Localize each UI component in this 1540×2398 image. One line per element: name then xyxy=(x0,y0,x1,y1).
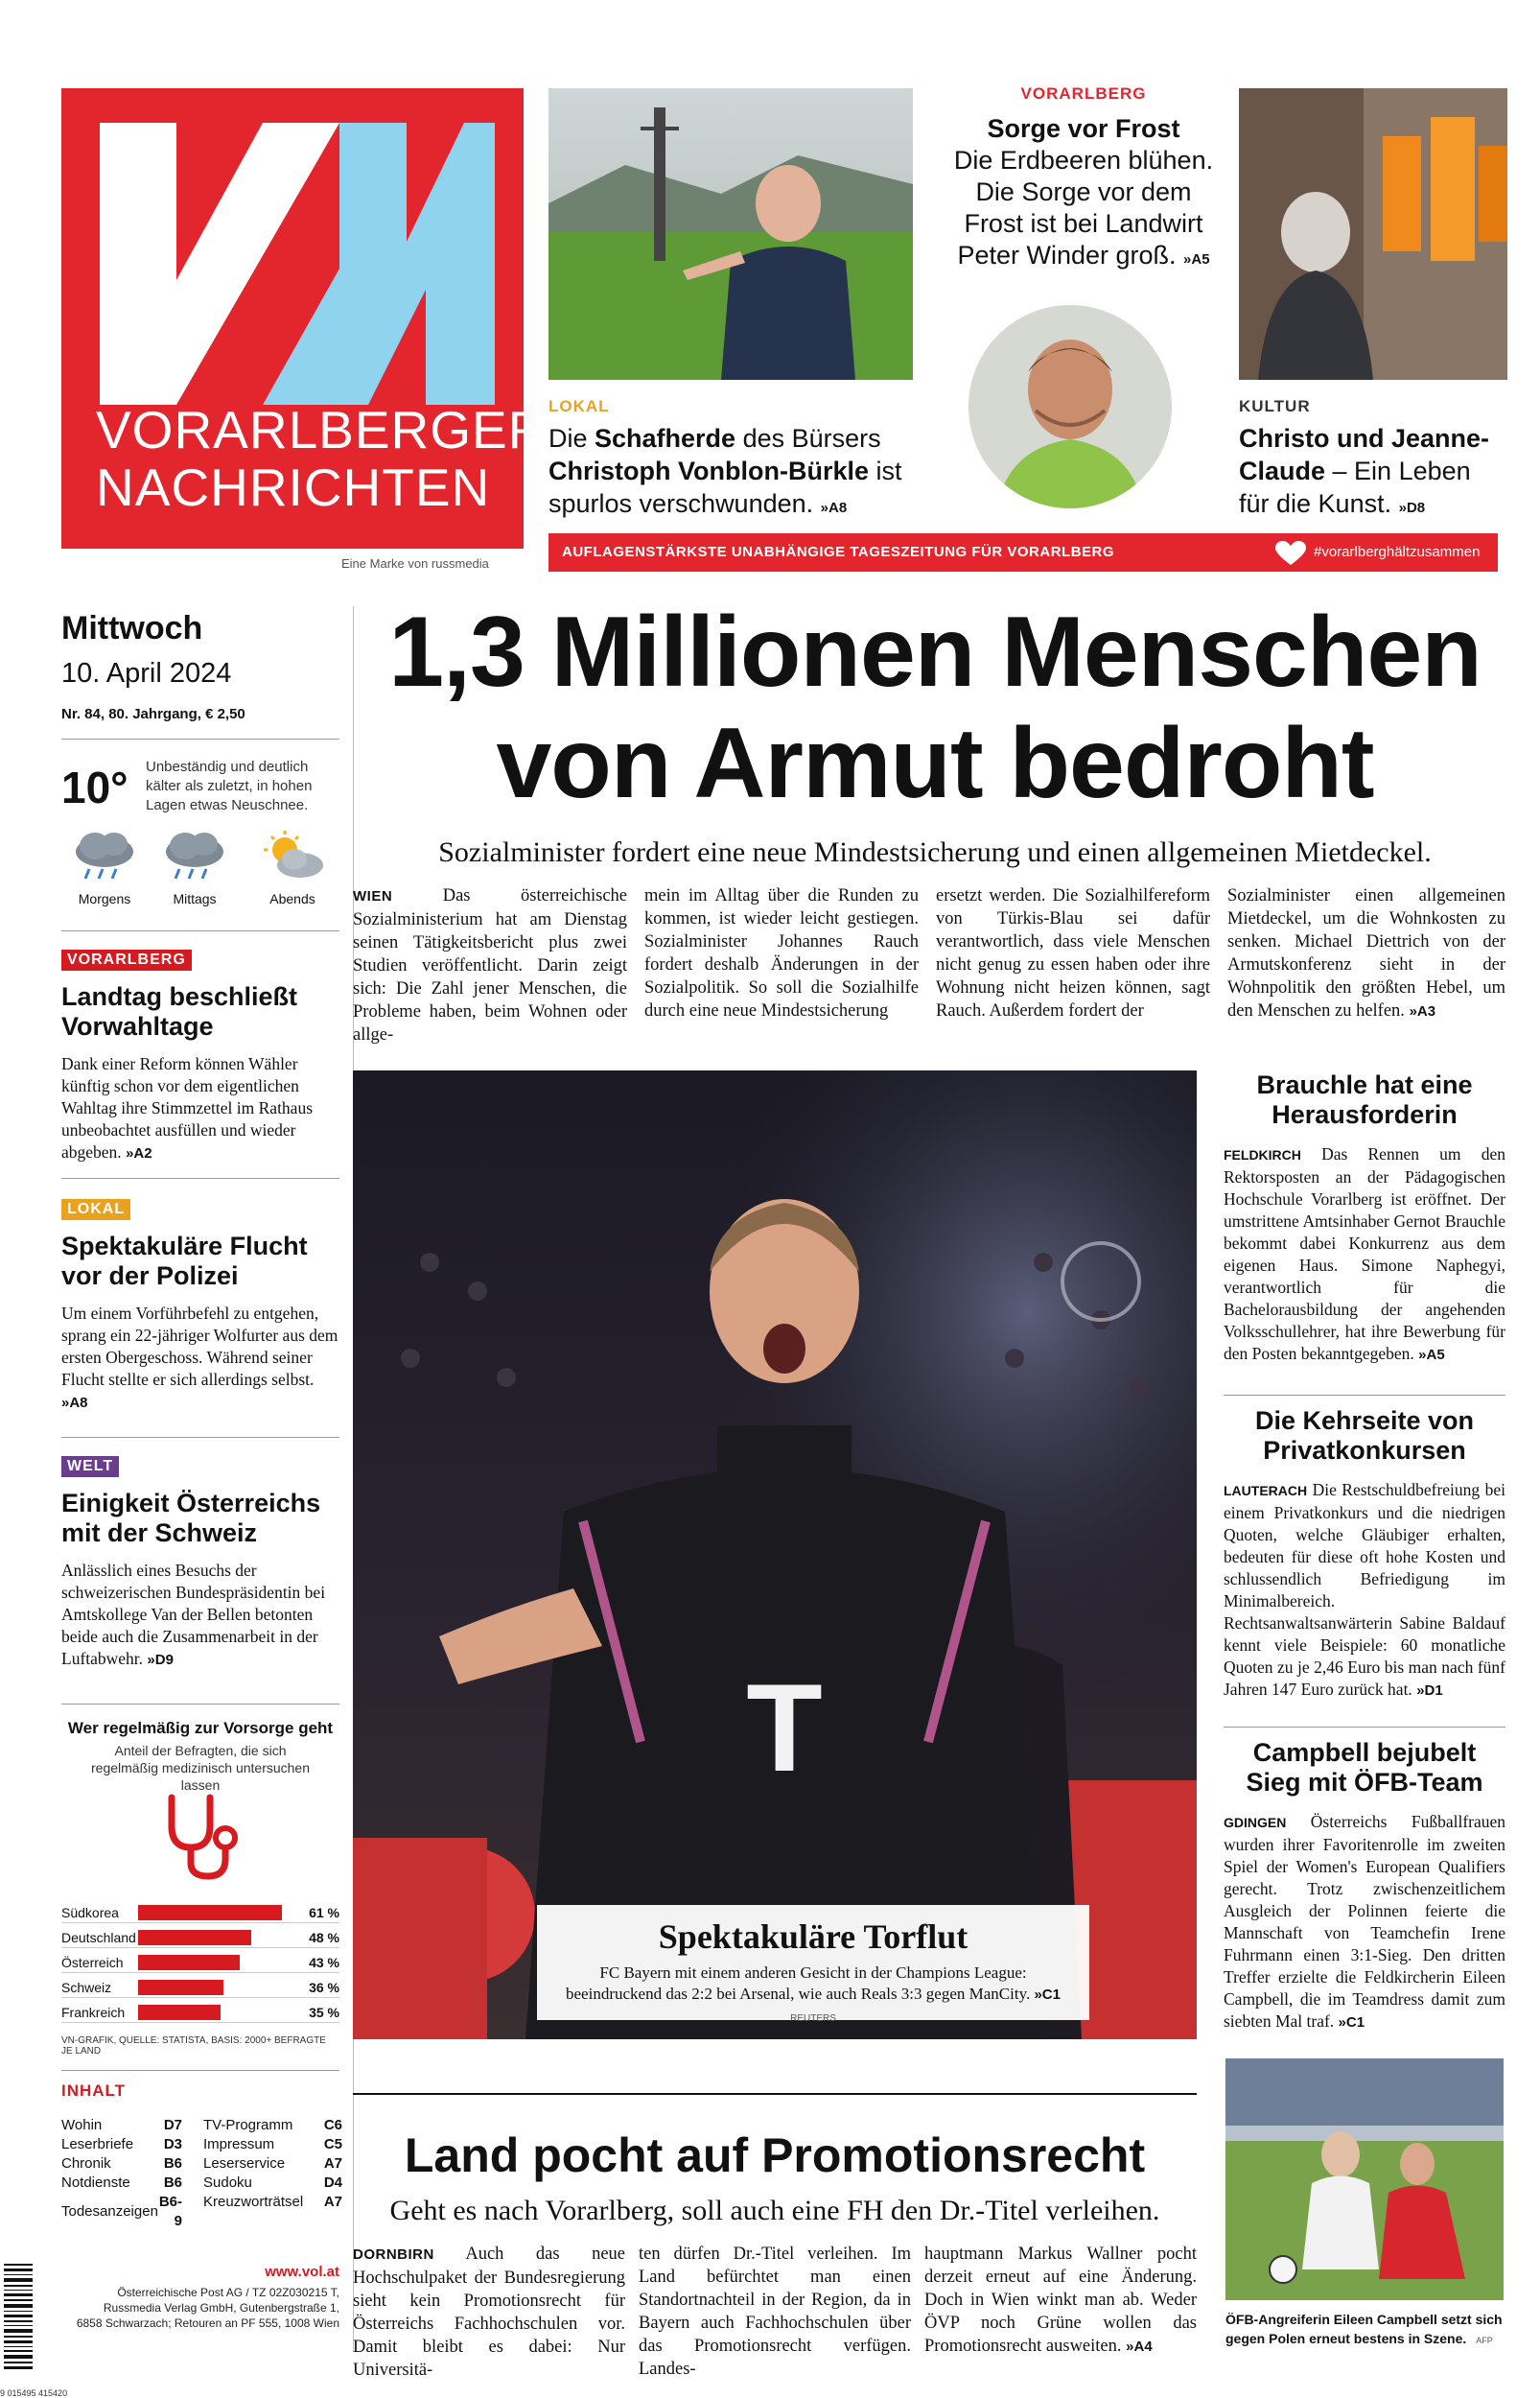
sidebar-body-2: Um einem Vorführbefehl zu entgehen, sprang ein 22-jähriger Wolfurter aus dem ersten Obergeschoss. Während seiner Flucht stellte er sich allerdings selbst. xyxy=(61,1304,338,1389)
teaser-lokal-text[interactable] xyxy=(548,422,922,525)
contents-item[interactable] xyxy=(61,2154,196,2174)
lead-col1-text: Das österreichische Sozialministerium hat am Dienstag seinen Tätigkeitsbericht plus zwei Studien veröffentlicht. Darin zeigt sich: Die Zahl jener Menschen, die Probleme haben, beim Wohnen oder allge- xyxy=(353,886,628,1045)
tagline-text: AUFLAGENSTÄRKSTE UNABHÄNGIGE TAGESZEITUNG FÜR VORARLBERG xyxy=(562,544,1115,560)
weather-text: Unbeständig und deutlich kälter als zuletzt, in hohen Lagen etwas Neuschnee. xyxy=(146,759,313,813)
sidebar-story-1[interactable] xyxy=(61,950,339,1164)
teaser-kultur-body: – Ein Leben für die Kunst. xyxy=(1239,457,1471,518)
bottom-col3-text: hauptmann Markus Wallner pocht derzeit erneut auf eine Änderung. Doch in Wien winkt man ab. Weder ÖVP noch Grüne wollen das Promotionsrecht ausweiten. xyxy=(924,2245,1197,2356)
contents-label: Leserservice xyxy=(203,2155,286,2172)
weather-temp: 10° xyxy=(61,763,128,812)
right-dateline-3: GDINGEN xyxy=(1224,1815,1287,1830)
right-photo-caption-text: ÖFB-Angreiferin Eileen Campbell setzt sich gegen Polen erneut bestens in Szene. xyxy=(1225,2312,1503,2346)
teaser-vorarlberg-ref[interactable]: »A5 xyxy=(1183,251,1210,268)
teaser-lokal-bold1: Schafherde xyxy=(595,424,736,453)
chart-value-label: 36 % xyxy=(309,1980,339,1995)
footer-line1: Österreichische Post AG / TZ 02Z030215 T, xyxy=(117,2286,339,2299)
contents-item[interactable] xyxy=(203,2135,342,2154)
contents-left xyxy=(61,2116,196,2231)
bottom-rule xyxy=(353,2093,1197,2095)
sidebar-body-1: Dank einer Reform können Wähler künftig schon vor dem eigentlichen Wahltag ihre Stimmzettel im Rathaus unbeobachtet ausfüllen und wieder abgeben. xyxy=(61,1054,314,1162)
bottom-col-1 xyxy=(353,2243,625,2382)
footer-imprint xyxy=(61,2285,339,2331)
teaser-lokal-pre: Die xyxy=(548,424,595,453)
rain-cloud-icon xyxy=(160,829,229,882)
contents-item[interactable] xyxy=(203,2154,342,2174)
contents-page: A7 xyxy=(323,2155,342,2172)
teaser-kultur-ref[interactable]: »D8 xyxy=(1398,500,1426,516)
farmer-portrait-photo xyxy=(968,305,1172,508)
vn-logo-icon xyxy=(61,88,524,414)
sidebar-tag-lokal: LOKAL xyxy=(61,1199,130,1220)
masthead-name-line2: NACHRICHTEN xyxy=(96,458,491,517)
chart-value-label: 43 % xyxy=(309,1955,339,1970)
barcode xyxy=(0,2260,40,2375)
right-ref-2[interactable]: »D1 xyxy=(1416,1682,1443,1699)
chart-row xyxy=(61,1930,339,1948)
football-photo xyxy=(353,1070,1197,2039)
footer-line3: 6858 Schwarzach; Retouren an PF 555, 1008 Wien xyxy=(76,2316,339,2330)
weather-morning xyxy=(61,829,148,906)
sidebar-text-1 xyxy=(61,1053,339,1164)
contents-item[interactable] xyxy=(61,2193,196,2231)
lead-subheadline: Sozialminister fordert eine neue Mindestsicherung und einen allgemeinen Mietdeckel. xyxy=(438,836,1432,868)
right-headline-3: Campbell bejubelt Sieg mit ÖFB-Team xyxy=(1246,1738,1483,1797)
teaser-lokal-kicker: LOKAL xyxy=(548,397,610,415)
contents-item[interactable] xyxy=(61,2135,196,2154)
teaser-lokal-ref[interactable]: »A8 xyxy=(820,500,848,516)
right-body-3: Österreichs Fußballfrauen wurden ihrer Favoritenrolle im zweiten Spiel der Women's European Qualifiers gerecht. Trotz zwischenzeitlichem Ausgleich der Polinnen feierte die Mannschaft von Teamchefin Irene Fuhrmann einen 3:1-Sieg. Den dritten Treffer erzielte die Feldkircherin Eileen Campbell, die im Teamdress damit zum siebten Mal traf. xyxy=(1224,1812,1506,2031)
contents-item[interactable] xyxy=(61,2174,196,2193)
contents-page: C5 xyxy=(323,2136,342,2152)
right-dateline-2: LAUTERACH xyxy=(1224,1483,1308,1498)
weather-evening xyxy=(249,829,336,906)
right-story-2[interactable] xyxy=(1224,1406,1505,1702)
dateline-date: 10. April 2024 xyxy=(61,658,232,689)
chart-category-label: Frankreich xyxy=(61,2005,126,2020)
contents-label: Notdienste xyxy=(61,2175,130,2191)
right-story-1[interactable] xyxy=(1224,1070,1505,1366)
contents-title: INHALT xyxy=(61,2081,127,2100)
right-text-2 xyxy=(1224,1479,1505,1702)
chart-row xyxy=(61,2005,339,2023)
right-ref-3[interactable]: »C1 xyxy=(1338,2014,1365,2031)
bottom-ref[interactable]: »A4 xyxy=(1126,2339,1153,2355)
bottom-dateline: DORNBIRN xyxy=(353,2246,434,2263)
lead-dateline: WIEN xyxy=(353,888,393,905)
weather-noon xyxy=(152,829,238,906)
rain-cloud-icon xyxy=(70,829,139,882)
photo-story-ref[interactable]: »C1 xyxy=(1034,1987,1061,2003)
sun-cloud-icon xyxy=(258,829,327,882)
contents-page: B6 xyxy=(163,2155,182,2172)
womens-football-photo xyxy=(1225,2058,1504,2300)
divider xyxy=(61,739,339,740)
bottom-headline[interactable]: Land pocht auf Promotionsrecht xyxy=(404,2128,1146,2182)
right-headline-2: Die Kehrseite von Privatkonkursen xyxy=(1254,1406,1475,1465)
teaser-lokal-bold2: Christoph Vonblon-Bürkle xyxy=(548,457,869,485)
contents-item[interactable] xyxy=(203,2174,342,2193)
right-dateline-1: FELDKIRCH xyxy=(1224,1147,1301,1163)
sidebar-story-3[interactable] xyxy=(61,1456,339,1671)
divider xyxy=(1224,1727,1505,1728)
right-body-1: Das Rennen um den Rektorsposten an der Pädagogischen Hochschule Vorarlberg ist eröffnet. Der umstrittene Amtsinhaber Gernot Brauchle bekommt dabei Konkurrenz aus dem eigenen Haus. Simone Naphegyi, verantwortlich für die Bachelorausbildung der angehenden Volksschullehrer, hat ihre Bewerbung für den Posten bekanntgegeben. xyxy=(1224,1144,1505,1363)
contents-item[interactable] xyxy=(203,2116,342,2135)
footer-web[interactable]: www.vol.at xyxy=(265,2264,339,2280)
lead-col-3 xyxy=(936,884,1210,1023)
weather-label-noon: Mittags xyxy=(173,891,217,906)
dateline-issue: Nr. 84, 80. Jahrgang, € 2,50 xyxy=(61,706,245,722)
teaser-lokal-post: ist spurlos verschwunden. xyxy=(548,457,902,518)
chart-row xyxy=(61,1905,339,1923)
stethoscope-icon xyxy=(152,1788,248,1884)
contents-label: TV-Programm xyxy=(203,2117,293,2133)
lead-col-4 xyxy=(1227,884,1505,1023)
lead-ref[interactable]: »A3 xyxy=(1409,1003,1436,1020)
chart-category-label: Österreich xyxy=(61,1955,124,1970)
contents-label: Leserbriefe xyxy=(61,2136,134,2152)
photo-credit: REUTERS xyxy=(790,2013,836,2024)
brand-note: Eine Marke von russmedia xyxy=(341,556,489,571)
right-text-1 xyxy=(1224,1143,1505,1366)
contents-page: B6-9 xyxy=(158,2194,182,2229)
teaser-kultur-kicker: KULTUR xyxy=(1239,397,1311,415)
contents-label: Sudoku xyxy=(203,2175,252,2191)
sidebar-headline-2: Spektakuläre Flucht vor der Polizei xyxy=(61,1232,308,1290)
contents-item[interactable] xyxy=(203,2193,342,2212)
chart-bars xyxy=(61,1905,339,2020)
contents-page: A7 xyxy=(323,2194,342,2210)
contents-label: Wohin xyxy=(61,2117,103,2133)
sidebar-body-3: Anlässlich eines Besuchs der schweizerischen Bundespräsidentin bei Amtskollege Van der Bellen betonten beide auch die Zusammenarbeit in der Luftabwehr. xyxy=(61,1561,326,1668)
weather-label-evening: Abends xyxy=(269,891,315,906)
chart-bar xyxy=(138,2005,221,2020)
divider xyxy=(61,2070,339,2071)
chart-source: VN-GRAFIK, QUELLE: STATISTA, BASIS: 2000+ BEFRAGTE JE LAND xyxy=(61,2035,326,2057)
sidebar-ref-3[interactable]: »D9 xyxy=(147,1652,174,1668)
chart-title: Wer regelmäßig zur Vorsorge geht xyxy=(67,1719,334,1737)
lead-col-2 xyxy=(644,884,919,1023)
right-story-3[interactable] xyxy=(1224,1738,1505,2034)
lead-headline-line1[interactable]: 1,3 Millionen Menschen xyxy=(388,597,1482,708)
lead-col4-text: Sozialminister einen allgemeinen Mietdeckel, um die Wohnkosten zu senken. Michael Diettrich von der Armutskonferenz sieht in der Wohnpolitik den größten Hebel, um den Menschen zu helfen. xyxy=(1227,886,1505,1021)
chart-bar xyxy=(138,1955,240,1970)
photo-story-headline: Spektakuläre Torflut xyxy=(658,1917,968,1956)
bottom-col2-text: ten dürfen Dr.-Titel verleihen. Im Land befürchtet man einen Standortnachteil in der Region, da in Bayern auch Fachhochschulen über das Promotionsrecht verfügen. Landes- xyxy=(639,2245,911,2379)
contents-page: B6 xyxy=(163,2175,182,2191)
right-ref-1[interactable]: »A5 xyxy=(1418,1347,1445,1363)
chart-bar xyxy=(138,1980,223,1995)
chart-subtitle: Anteil der Befragten, die sich regelmäßig medizinisch untersuchen lassen xyxy=(91,1743,310,1793)
sidebar-tag-vorarlberg: VORARLBERG xyxy=(61,950,192,971)
chart-category-label: Schweiz xyxy=(61,1980,112,1995)
right-body-2: Die Restschuldbefreiung bei einem Privatkonkurs und die niedrigen Quoten, welche Gläubiger erhalten, bedeuten für diese oft hohe Kosten und schlussendlich Befriedigung im Minimalbereich. Rechtsanwaltsanwärterin Sabine Baldauf kennt viele Beispiele: 60 monatliche Quoten zu je 2,46 Euro bis man nach fünf Jahren 147 Euro zurück hat. xyxy=(1224,1480,1505,1699)
chart-value-label: 61 % xyxy=(309,1905,339,1920)
chart-bar xyxy=(138,1930,251,1945)
weather-label-morning: Morgens xyxy=(78,891,131,906)
chart-row xyxy=(61,1955,339,1973)
teaser-vorarlberg-text: Die Erdbeeren blühen. Die Sorge vor dem Frost ist bei Landwirt Peter Winder groß. xyxy=(953,146,1214,270)
bottom-col1-text: Auch das neue Hochschulpaket der Bundesregierung sieht kein Promotionsrecht für Österreichs Fachhochschulen vor. Damit bleibt es dabei: Nur Universitä- xyxy=(353,2245,626,2380)
photo-story-caption-text: FC Bayern mit einem anderen Gesicht in der Champions League: beeindruckend das 2:2 bei Arsenal, wie auch Reals 3:3 gegen ManCity. xyxy=(566,1963,1031,2003)
vorsorge-chart xyxy=(61,1719,339,2055)
hashtag-text[interactable]: #vorarlberghältzusammen xyxy=(1314,544,1481,560)
teaser-vorarlberg-kicker: VORARLBERG xyxy=(1020,84,1147,103)
bottom-col-2 xyxy=(639,2243,911,2381)
divider xyxy=(61,1437,339,1438)
chart-value-label: 35 % xyxy=(309,2005,339,2020)
contents-label: Todesanzeigen xyxy=(61,2203,158,2220)
sidebar-ref-2[interactable]: »A8 xyxy=(61,1395,88,1411)
right-photo-caption xyxy=(1225,2310,1504,2350)
divider xyxy=(1224,1395,1505,1396)
teaser-lokal-mid: des Bürsers xyxy=(735,424,881,453)
contents-label: Kreuzworträtsel xyxy=(203,2194,304,2210)
bottom-subheadline: Geht es nach Vorarlberg, soll auch eine FH den Dr.-Titel verleihen. xyxy=(389,2195,1160,2226)
teaser-vorarlberg-headline: Sorge vor Frost xyxy=(987,114,1180,143)
sidebar-headline-1: Landtag beschließt Vorwahltage xyxy=(61,982,298,1041)
contents-label: Chronik xyxy=(61,2155,111,2172)
contents-page: D3 xyxy=(163,2136,182,2152)
lead-headline-line2[interactable]: von Armut bedroht xyxy=(496,708,1374,819)
chart-category-label: Südkorea xyxy=(61,1905,119,1920)
sidebar-ref-1[interactable]: »A2 xyxy=(126,1145,152,1162)
chart-value-label: 48 % xyxy=(309,1930,339,1945)
right-photo-credit: AFP xyxy=(1476,2336,1493,2345)
teaser-kultur-text[interactable] xyxy=(1239,422,1507,525)
contents-right xyxy=(203,2116,342,2212)
teaser-photo-lokal xyxy=(548,88,913,380)
dateline-weekday: Mittwoch xyxy=(61,610,203,647)
photo-story-caption xyxy=(556,1963,1070,2030)
lead-col2-text: mein im Alltag über die Runden zu kommen, ist wieder leicht gestiegen. Sozialminister Johannes Rauch fordert deshalb Änderungen in der Sozialpolitik. So soll die Sozialhilfe durch eine neue Mindestsicherung xyxy=(644,886,919,1021)
bottom-col-3 xyxy=(924,2243,1197,2359)
masthead-name-line1: VORARLBERGER xyxy=(96,400,548,459)
teaser-vorarlberg-block[interactable] xyxy=(949,113,1218,275)
lead-col-1 xyxy=(353,884,627,1046)
heart-icon xyxy=(1275,541,1306,571)
right-text-3 xyxy=(1224,1811,1505,2034)
contents-page: C6 xyxy=(323,2117,342,2133)
right-headline-1: Brauchle hat eine Herausforderin xyxy=(1256,1070,1473,1129)
contents-page: D4 xyxy=(323,2175,342,2191)
contents-label: Impressum xyxy=(203,2136,275,2152)
contents-item[interactable] xyxy=(61,2116,196,2135)
tagline-bar xyxy=(548,533,1498,572)
sidebar-headline-3: Einigkeit Österreichs mit der Schweiz xyxy=(61,1489,321,1547)
contents-page: D7 xyxy=(163,2117,182,2133)
teaser-photo-kultur xyxy=(1239,88,1507,380)
sidebar-text-3 xyxy=(61,1560,339,1671)
lead-col3-text: ersetzt werden. Die Sozialhilfereform von Türkis-Blau sei dafür verantwortlich, dass viele Menschen nicht genug zu essen haben oder ihre Wohnung nicht heizen können, sagt Rauch. Außerdem fordert der xyxy=(936,886,1210,1021)
teaser-kultur-headline: Christo und Jeanne-Claude xyxy=(1239,424,1490,485)
footer-line2: Russmedia Verlag GmbH, Gutenbergstraße 1, xyxy=(103,2301,339,2315)
chart-row xyxy=(61,1980,339,1998)
divider xyxy=(61,1178,339,1179)
masthead-logo-box xyxy=(61,88,548,549)
chart-bar xyxy=(138,1905,282,1920)
sidebar-tag-welt: WELT xyxy=(61,1456,119,1477)
sidebar-story-2[interactable] xyxy=(61,1199,339,1414)
svg-text:T: T xyxy=(746,1657,823,1798)
barcode-number: 9 015495 415420 xyxy=(0,2388,68,2398)
divider xyxy=(61,930,339,931)
chart-category-label: Deutschland xyxy=(61,1930,136,1945)
sidebar-text-2 xyxy=(61,1303,339,1414)
photo-caption-box[interactable] xyxy=(537,1905,1089,2024)
